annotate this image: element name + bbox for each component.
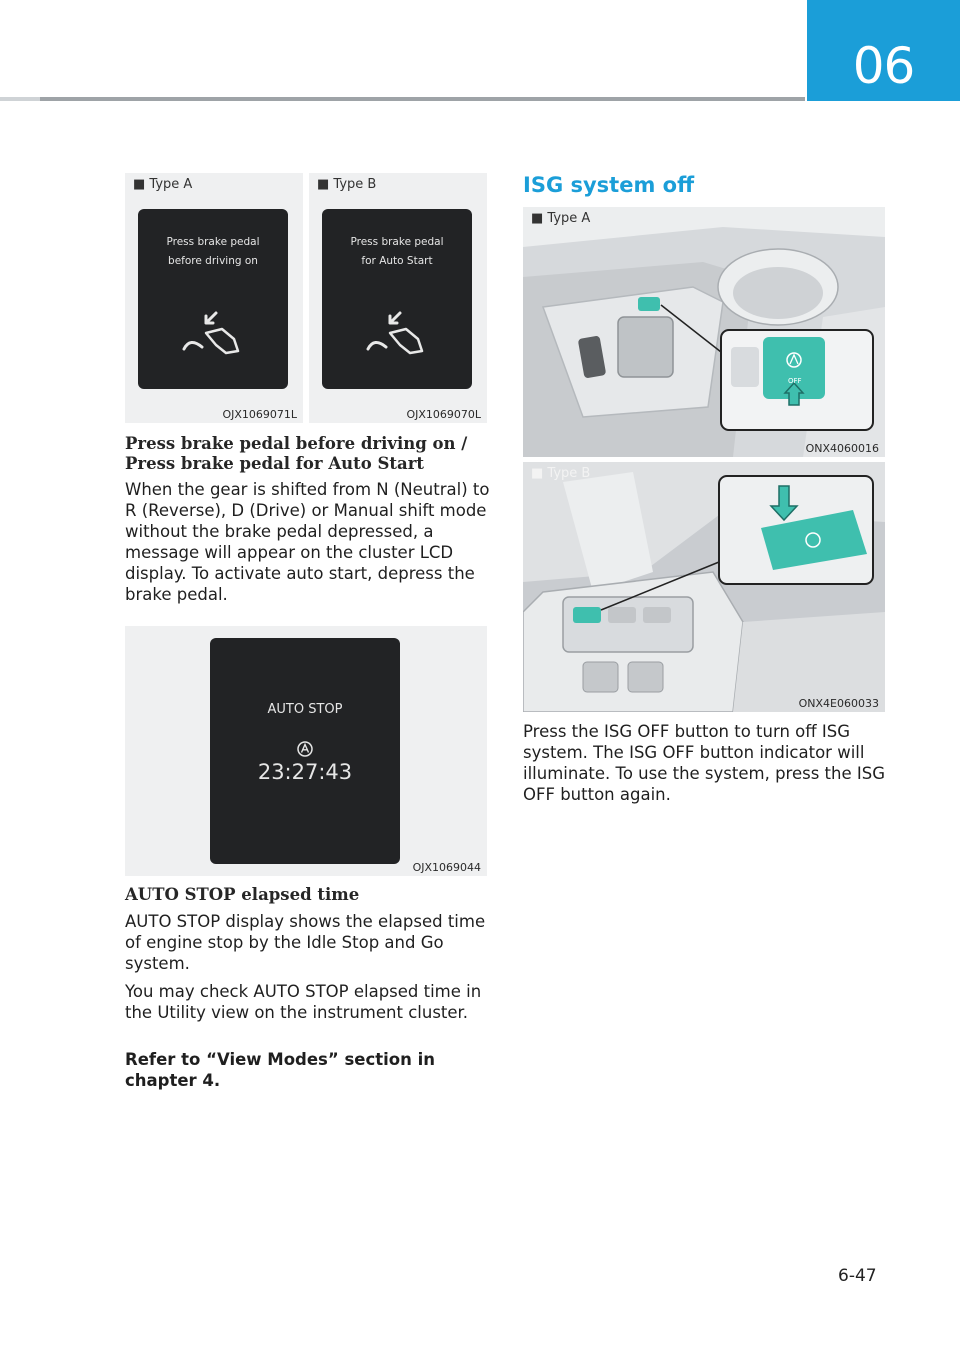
cluster-screen xyxy=(210,638,400,864)
screen-message-line2: for Auto Start xyxy=(361,255,433,267)
figure-tag: ■ Type B xyxy=(317,177,377,192)
brake-heading: Press brake pedal before driving on / Press brake pedal for Auto Start xyxy=(125,434,468,473)
figure-type-a-display xyxy=(125,173,303,423)
figure-tag: ■ Type A xyxy=(133,177,193,192)
autostop-heading: AUTO STOP elapsed time xyxy=(125,885,360,904)
isg-off-button-label: OFF xyxy=(788,377,802,385)
auto-stop-icon xyxy=(296,740,314,758)
section-title: ISG system off xyxy=(523,173,695,197)
figure-isg-type-b xyxy=(523,462,885,712)
screen-message-line2: before driving on xyxy=(168,255,258,267)
figure-code: ONX4060016 xyxy=(805,442,879,455)
auto-stop-time: 23:27:43 xyxy=(257,760,353,784)
autostop-note: Refer to “View Modes” section in chapter 4. xyxy=(125,1050,436,1090)
center-console-illustration xyxy=(523,207,885,457)
cluster-screen xyxy=(322,209,472,389)
figure-auto-stop-display xyxy=(125,626,487,876)
screen-message-line1: Press brake pedal xyxy=(166,236,260,248)
center-console-illustration xyxy=(523,462,885,712)
figure-code: OJX1069070L xyxy=(406,408,481,421)
header-rule-accent xyxy=(0,97,40,101)
figure-isg-type-a xyxy=(523,207,885,457)
brake-paragraph: When the gear is shifted from N (Neutral) to R (Reverse), D (Drive) or Manual shift mode without the brake pedal depressed, a message will appear on the cluster LCD display. To activate auto start, depress the brake pedal. xyxy=(125,480,490,604)
isg-paragraph: Press the ISG OFF button to turn off ISG system. The ISG OFF button indicator will illuminate. To use the system, press the ISG OFF button again. xyxy=(523,722,886,804)
page-number: 6-47 xyxy=(838,1266,877,1286)
figure-type-b-display xyxy=(309,173,487,423)
figure-code: OJX1069071L xyxy=(222,408,297,421)
autostop-paragraph-1: AUTO STOP display shows the elapsed time of engine stop by the Idle Stop and Go system. xyxy=(125,912,486,973)
autostop-paragraph-2: You may check AUTO STOP elapsed time in the Utility view on the instrument cluster. xyxy=(125,982,482,1022)
figure-tag: ■ Type B xyxy=(531,466,591,481)
brake-pedal-icon xyxy=(178,307,248,363)
figure-code: ONX4E060033 xyxy=(798,697,879,710)
header-rule xyxy=(0,97,805,101)
screen-message-line1: Press brake pedal xyxy=(350,236,444,248)
figure-code: OJX1069044 xyxy=(412,861,481,874)
figure-tag: ■ Type A xyxy=(531,211,591,226)
cluster-screen xyxy=(138,209,288,389)
brake-pedal-icon xyxy=(362,307,432,363)
auto-stop-label: AUTO STOP xyxy=(267,702,343,717)
chapter-tab: 06 xyxy=(807,0,960,101)
